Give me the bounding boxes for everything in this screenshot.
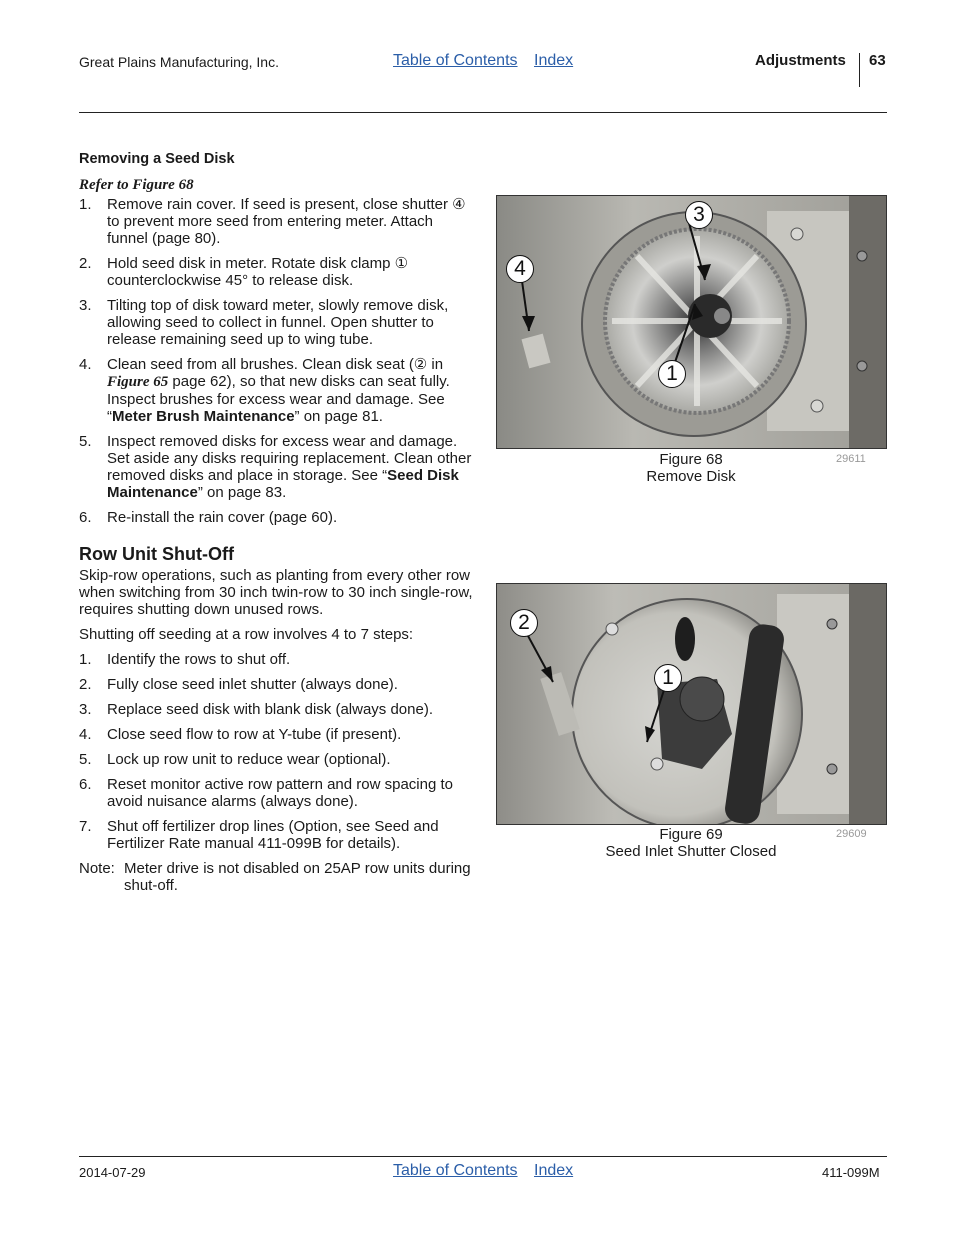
figure-68-number: Figure 68	[659, 451, 723, 468]
figure-68-image	[496, 195, 887, 449]
list-item: 4. Close seed flow to row at Y-tube (if present).	[79, 726, 402, 743]
figure-68-photo-number: 29611	[836, 453, 866, 465]
seed-meter-photo	[497, 196, 886, 448]
shutoff-heading: Row Unit Shut-Off	[79, 544, 234, 564]
shutoff-steps-intro: Shutting off seeding at a row involves 4 to 7 steps:	[79, 626, 414, 643]
list-item: 4. Clean seed from all brushes. Clean disk seat (② in Figure 65 page 62), so that new disks can seat fully. Inspect brushes for excess wear and damage. See “Meter Brush Maintenance” on page 81.	[79, 356, 450, 425]
shutoff-steps	[79, 651, 474, 852]
figure-69-title: Seed Inlet Shutter Closed	[605, 843, 777, 860]
index-link-header[interactable]: Index	[534, 52, 574, 69]
note	[79, 860, 474, 894]
callout-1: 1	[654, 664, 682, 692]
list-item: 5. Lock up row unit to reduce wear (optional).	[79, 751, 391, 768]
removing-heading: Removing a Seed Disk	[79, 151, 235, 167]
toc-link-header[interactable]: Table of Contents	[393, 52, 518, 69]
list-item: 1. Remove rain cover. If seed is present, close shutter ④ to prevent more seed from entering meter. Attach funnel (page 80).	[79, 196, 466, 247]
toc-link-footer[interactable]: Table of Contents	[393, 1162, 518, 1179]
page-number: 63	[869, 52, 886, 69]
footer-rule	[79, 1156, 887, 1157]
removing-steps	[79, 196, 474, 526]
removing-reference: Refer to Figure 68	[79, 177, 194, 193]
callout-1: 1	[658, 360, 686, 388]
shutoff-intro: Skip-row operations, such as planting from every other row when switching from 30 inch twin-row to 30 inch single-row, requires shutting down unused rows.	[79, 567, 473, 618]
figure-69-number: Figure 69	[659, 826, 723, 843]
section-title: Adjustments	[755, 52, 846, 69]
callout-2: 2	[510, 609, 538, 637]
list-item: 2. Fully close seed inlet shutter (always done).	[79, 676, 398, 693]
figure-68-caption	[496, 451, 886, 485]
note-text: Meter drive is not disabled on 25AP row units during shut-off.	[124, 860, 471, 894]
list-item: 6. Reset monitor active row pattern and row spacing to avoid nuisance alarms (always done).	[79, 776, 454, 810]
index-link-footer[interactable]: Index	[534, 1162, 574, 1179]
figure-68-title: Remove Disk	[646, 468, 736, 485]
list-item: 3. Replace seed disk with blank disk (always done).	[79, 701, 433, 718]
list-item: 2. Hold seed disk in meter. Rotate disk clamp ① counterclockwise 45° to release disk.	[79, 255, 409, 289]
list-item: 5. Inspect removed disks for excess wear and damage. Set aside any disks requiring replacement. Clean other removed disks and place in storage. See “Seed Disk Maintenance” on page 83.	[79, 433, 472, 501]
list-item: 1. Identify the rows to shut off.	[79, 651, 291, 668]
callout-4: 4	[506, 255, 534, 283]
figure-69-image	[496, 583, 887, 825]
header-divider	[859, 53, 860, 87]
figure-69-caption	[496, 826, 886, 860]
list-item: 3. Tilting top of disk toward meter, slowly remove disk, allowing seed to collect in funnel. Open shutter to release remaining seed up to wing tube.	[79, 297, 449, 348]
seed-inlet-photo	[497, 584, 886, 824]
footer-doc-number: 411-099M	[822, 1165, 880, 1180]
header-rule	[79, 112, 887, 113]
footer-date: 2014-07-29	[79, 1165, 146, 1180]
left-column	[79, 151, 474, 894]
note-label: Note:	[79, 860, 115, 877]
company-name: Great Plains Manufacturing, Inc.	[79, 54, 279, 70]
figure-ref: Figure 65	[107, 374, 169, 390]
figure-69-photo-number: 29609	[836, 828, 867, 840]
callout-3: 3	[685, 201, 713, 229]
list-item: 6. Re-install the rain cover (page 60).	[79, 509, 338, 526]
list-item: 7. Shut off fertilizer drop lines (Option, see Seed and Fertilizer Rate manual 411-099B for details).	[79, 818, 439, 852]
